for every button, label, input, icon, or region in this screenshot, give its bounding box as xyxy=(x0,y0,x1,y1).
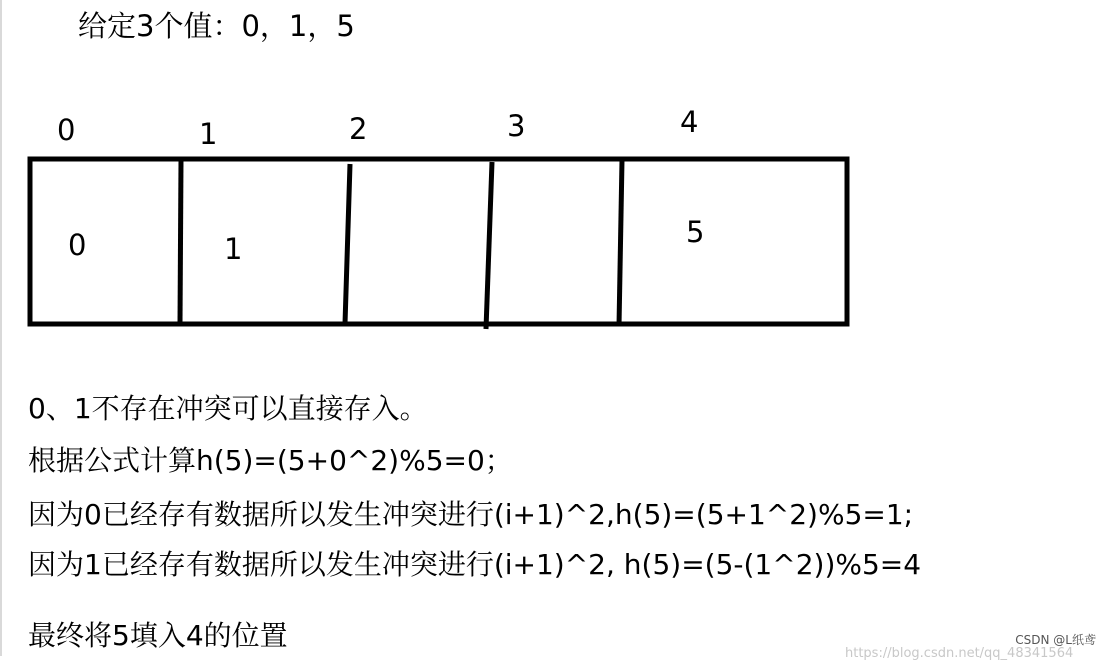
explanation-line-3: 因为0已经存有数据所以发生冲突进行(i+1)^2,h(5)=(5+1^2)%5=1; xyxy=(28,498,914,531)
slot-divider-4 xyxy=(619,160,622,326)
slot-value-1: 1 xyxy=(224,232,243,266)
slot-index-1: 1 xyxy=(199,117,218,151)
slot-index-0: 0 xyxy=(57,113,76,147)
slot-index-3: 3 xyxy=(507,109,526,143)
csdn-watermark: CSDN @L纸鸢 xyxy=(1015,633,1096,647)
slot-value-4: 5 xyxy=(686,215,705,249)
slot-index-4: 4 xyxy=(680,105,699,139)
given-values-title: 给定3个值：0，1，5 xyxy=(78,9,355,43)
explanation-line-4: 因为1已经存有数据所以发生冲突进行(i+1)^2, h(5)=(5-(1^2))%5=4 xyxy=(28,548,922,581)
slot-index-2: 2 xyxy=(349,112,368,146)
url-watermark: https://blog.csdn.net/qq_48341564 xyxy=(845,646,1074,661)
slot-divider-3 xyxy=(486,162,492,329)
slot-divider-2 xyxy=(345,164,350,324)
slot-divider-1 xyxy=(180,160,181,324)
explanation-line-1: 0、1不存在冲突可以直接存入。 xyxy=(28,392,428,425)
explanation-line-2: 根据公式计算h(5)=(5+0^2)%5=0； xyxy=(28,444,513,477)
hash-table-outline xyxy=(30,159,847,324)
slot-value-0: 0 xyxy=(68,228,87,262)
conclusion-line: 最终将5填入4的位置 xyxy=(28,619,288,652)
